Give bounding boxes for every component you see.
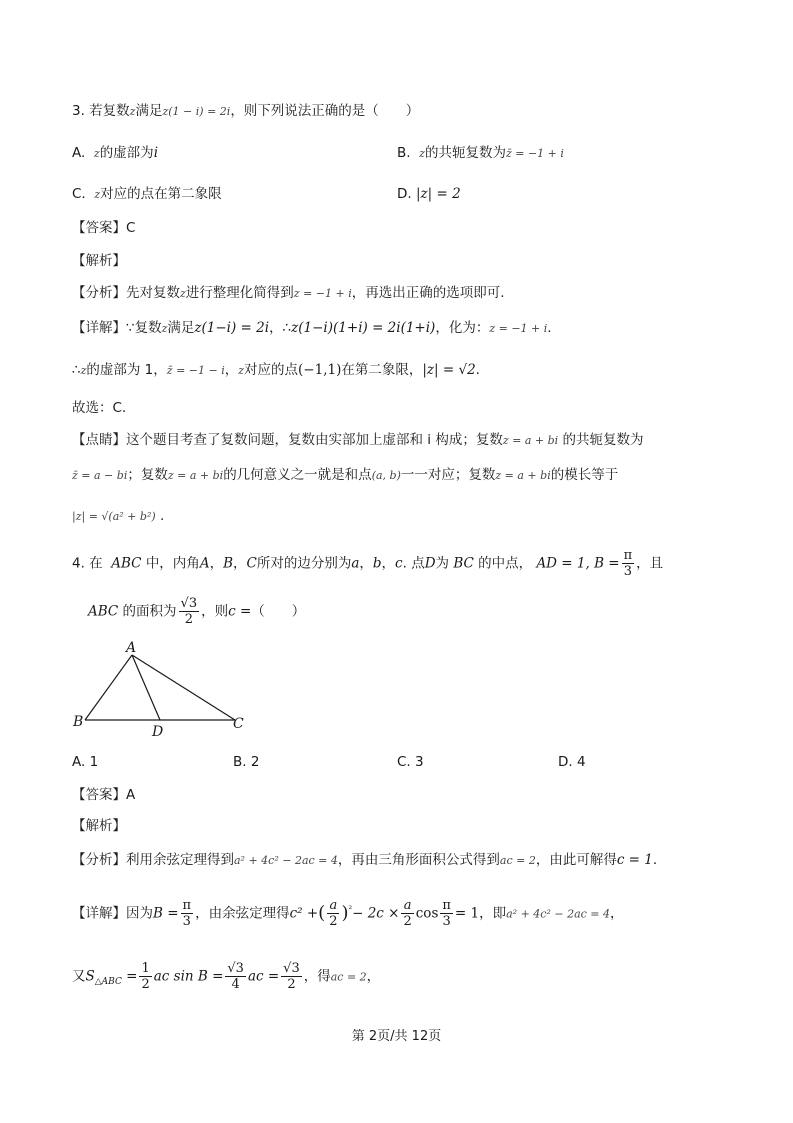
q3-fenxi: 【分析】先对复数z进行整理化简得到z = −1 + i，再选出正确的选项即可.	[72, 285, 505, 301]
triangle-figure	[70, 640, 270, 745]
q4-detail: 【详解】因为B = $\frac{\pi}{3}$ ，由余弦定理得c² +( $\frac{a}{2}$ )$^{^2}$− 2c × $\frac{a}{2}$ cos $\frac{\pi}{3}$ = 1，即a² + 4c² − 2ac = 4，	[72, 898, 624, 929]
q3-dianjing: 【点睛】这个题目考查了复数问题，复数由实部加上虚部和 i 构成；复数z = a + bi 的共轭复数为	[72, 432, 644, 448]
q4-area: 又$S_{\triangle ABC}$ = $\frac{1}{2}$ ac sin B = $\frac{√3}{4}$ ac = $\frac{√3}{2}$ ，得ac = 2，	[72, 961, 381, 992]
median-ad	[132, 655, 160, 720]
q3-detail: 【详解】∵复数z满足z(1−i) = 2i，∴z(1−i)(1+i) = 2i(1+i)，化为：z = −1 + i.	[72, 320, 552, 336]
q3-answer: 【答案】C	[72, 220, 136, 236]
q4-fenxi: 【分析】利用余弦定理得到a² + 4c² − 2ac = 4，再由三角形面积公式得到ac = 2，由此可解得c = 1.	[72, 852, 658, 868]
point-d-label: D	[152, 724, 164, 740]
vertex-c-label: C	[233, 716, 244, 732]
side-ac	[132, 655, 235, 720]
q4-stem-line2: ABC 的面积为 $\frac{√3}{2}$ ，则c =（ ）	[88, 596, 306, 627]
vertex-a-label: A	[126, 640, 137, 656]
q4-answer: 【答案】A	[72, 787, 136, 803]
q4-analysis-tag: 【解析】	[72, 818, 126, 834]
q4-stem-line1: 4. 在 ABC 中，内角A，B，C所对的边分别为a，b，c. 点D为 BC 的中点， AD = 1, B = $\frac{\pi}{3}$ ，且	[72, 548, 664, 579]
q3-dianjing-line2: z̄ = a − bi；复数z = a + bi的几何意义之一就是和点(a, b)一一对应；复数z = a + bi的模长等于	[72, 467, 619, 483]
q3-option-d: D. |z| = 2	[397, 186, 461, 202]
side-ab	[85, 655, 132, 720]
q4-option-d: D. 4	[558, 754, 586, 770]
q3-option-b: B. z的共轭复数为z̄ = −1 + i	[397, 145, 564, 161]
page-footer: 第 2页/共 12页	[351, 1029, 442, 1044]
q3-option-a: A. z的虚部为i	[72, 145, 159, 161]
q4-option-b: B. 2	[233, 754, 260, 770]
q3-stem: 3. 若复数z满足z(1 − i) = 2i，则下列说法正确的是（ ）	[72, 103, 420, 119]
q3-detail-line2: ∴z的虚部为 1，z̄ = −1 − i，z对应的点(−1,1)在第二象限，|z| = √2.	[72, 362, 480, 378]
q4-option-a: A. 1	[72, 754, 99, 770]
q3-option-c: C. z对应的点在第二象限	[72, 186, 222, 202]
q3-choice: 故选：C.	[72, 400, 127, 416]
q3-analysis-tag: 【解析】	[72, 253, 126, 269]
q3-dianjing-line3: |z| = √(a² + b²) .	[72, 508, 165, 524]
q4-option-c: C. 3	[397, 754, 424, 770]
vertex-b-label: B	[73, 714, 84, 730]
